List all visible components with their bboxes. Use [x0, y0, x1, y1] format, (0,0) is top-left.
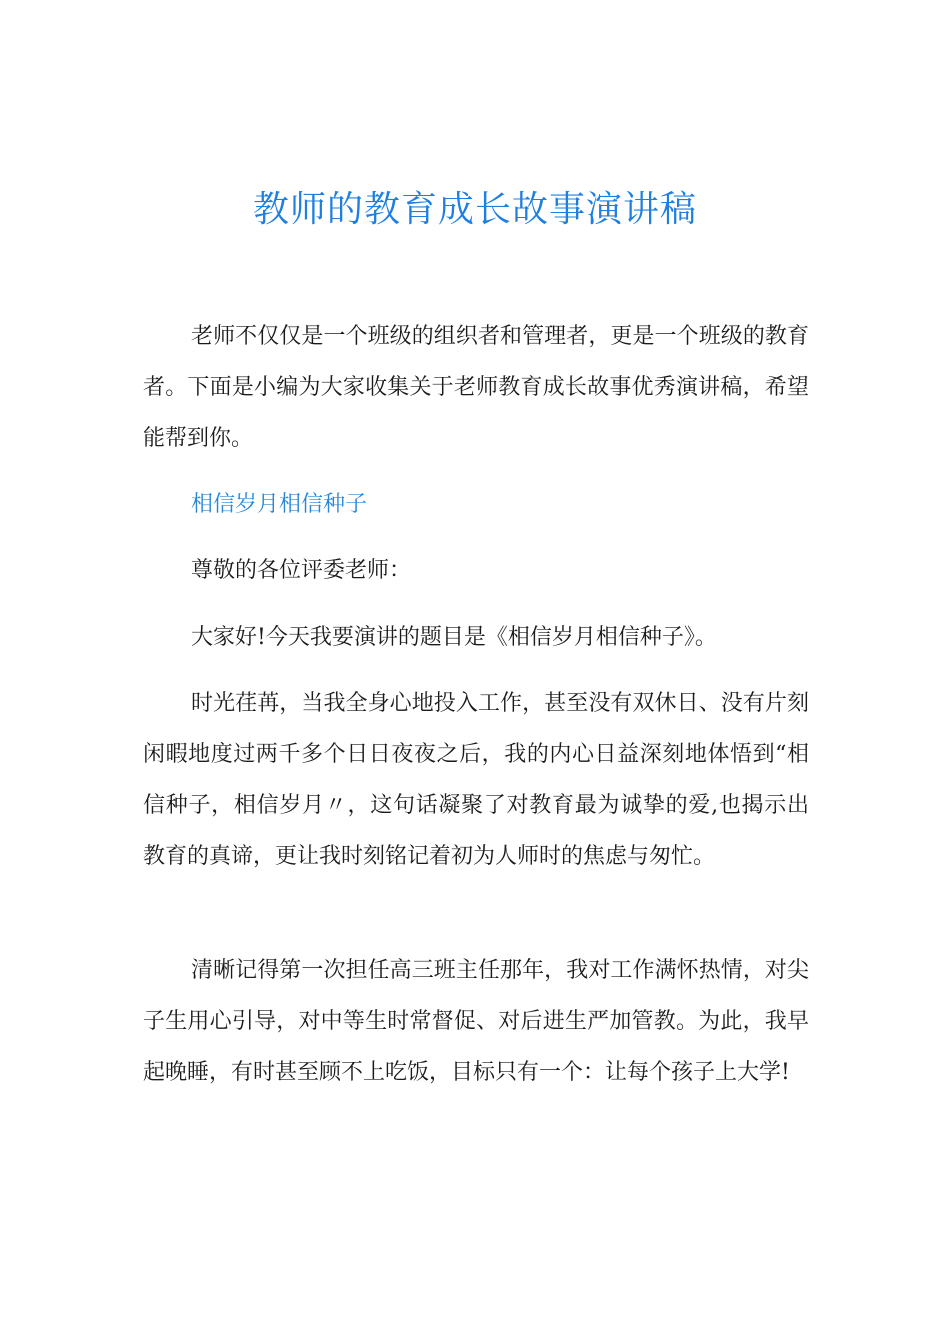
greeting-paragraph: 大家好!今天我要演讲的题目是《相信岁月相信种子》。	[191, 625, 717, 650]
story-paragraph-1: 时光荏苒，当我全身心地投入工作，甚至没有双休日、没有片刻闲暇地度过两千多个日日夜夜之后，我的内心日益深刻地体悟到“相信种子，相信岁月〃，这句话凝聚了对教育最为诚挚的爱,也揭示出教育的真谛，更让我时刻铭记着初为人师时的焦虑与匆忙。	[143, 691, 809, 869]
intro-paragraph: 老师不仅仅是一个班级的组织者和管理者，更是一个班级的教育者。下面是小编为大家收集关于老师教育成长故事优秀演讲稿，希望能帮到你。	[143, 324, 809, 451]
document-title: 教师的教育成长故事演讲稿	[252, 189, 697, 230]
story-paragraph-2: 清晰记得第一次担任高三班主任那年，我对工作满怀热情，对尖子生用心引导，对中等生时常督促、对后进生严加管教。为此，我早起晚睡，有时甚至顾不上吃饭，目标只有一个：让每个孩子上大学!	[143, 958, 809, 1085]
speech-heading: 相信岁月相信种子	[191, 492, 368, 517]
salutation-paragraph: 尊敬的各位评委老师：	[191, 558, 412, 583]
